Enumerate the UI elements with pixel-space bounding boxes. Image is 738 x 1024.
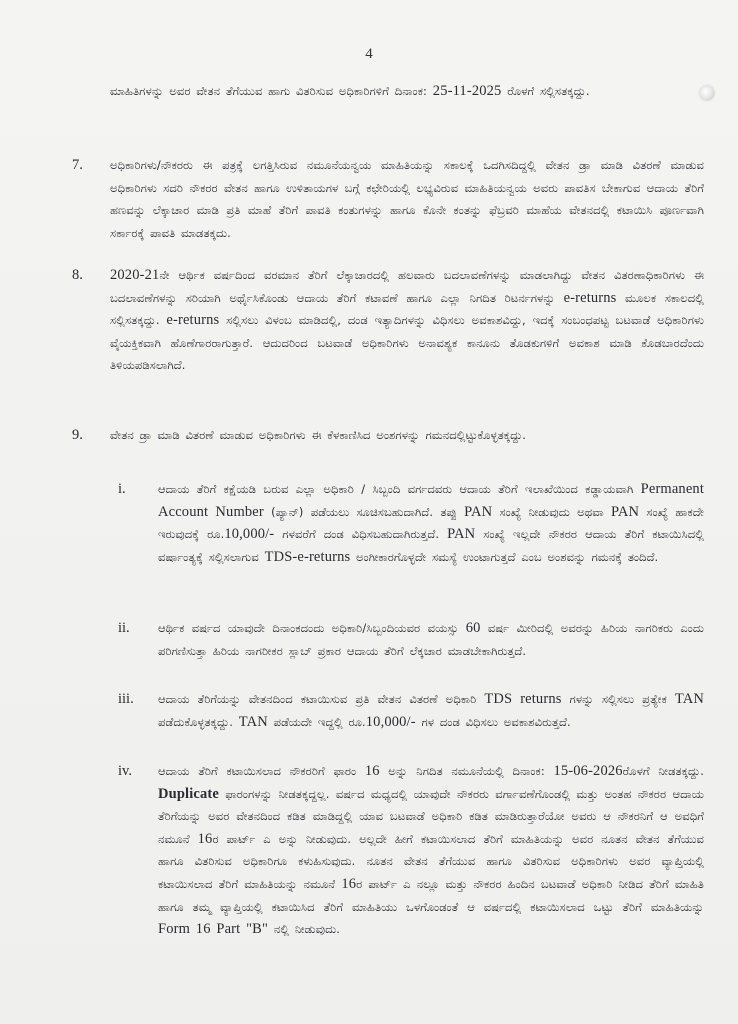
item-8-number: 8.	[72, 267, 83, 283]
subitem-ii-text-a: ಆರ್ಥಿಕ ವರ್ಷದ ಯಾವುದೇ ದಿನಾಂಕದಂದು ಅಧಿಕಾರಿ/ಸಿಬ್ಬಂದಿಯವರ ವಯಸ್ಸು	[158, 621, 466, 635]
subitem-i-pan: PAN	[611, 503, 640, 520]
item-8-year: 2020-21	[110, 267, 160, 283]
subitem-i-paragraph	[158, 478, 704, 568]
subitem-iv-paragraph	[158, 760, 704, 941]
subitem-i-number: i.	[118, 481, 126, 497]
subitem-i-pan-full: Permanent Account Number	[158, 481, 704, 520]
item-9-number: 9.	[72, 427, 83, 443]
subitem-i-text-e: ಗಳವರೆಗೆ ದಂಡ ವಿಧಿಸಬಹುದಾಗಿರುತ್ತದೆ.	[274, 527, 448, 542]
subitem-i-text-a: ಆದಾಯ ತೆರಿಗೆ ಕಕ್ಷೆಯಡಿ ಬರುವ ಎಲ್ಲಾ ಅಧಿಕಾರಿ / ಸಿಬ್ಬಂದಿ ವರ್ಗದವರು ಆದಾಯ ತೆರಿಗೆ ಇಲಾಖೆಯಿಂದ ಕಡ್ಡಾಯವಾಗಿ	[158, 482, 641, 496]
subitem-ii-paragraph	[158, 617, 704, 662]
subitem-iii-text-c: ಪಡೆದುಕೊಳ್ಳತಕ್ಕದ್ದು.	[158, 714, 239, 729]
item-8-e-returns: e-returns	[563, 289, 617, 306]
subitem-iv-text-d: ಫಾರಂಗಳನ್ನು ನೀಡತಕ್ಕದ್ದಲ್ಲ. ವರ್ಷದ ಮಧ್ಯದಲ್ಲಿ ಯಾವುದೇ ನೌಕರರು ವರ್ಗಾವಣೆಗೊಂಡಲ್ಲಿ ಮತ್ತು ಅಂತಹ ನೌಕರರ ಆದಾಯ ತೆರಿಗೆಯನ್ನು ಅವರ ವೇತನದಿಂದ ಕಡಿತ ಮಾಡಿದ್ದಲ್ಲಿ ಯಾವ ಬಟವಾಡೆ ಅಧಿಕಾರಿ ಕಡಿತ ಮಾಡಿರುತ್ತಾರೆಯೋ ಅವರು ಆ ನೌಕರನಿಗೆ ಆ ಅವಧಿಗೆ ನಮೂನೆ	[158, 786, 704, 846]
subitem-i-text-g: ಅಂಗೀಕಾರಗೊಳ್ಳದೇ ಸಮಸ್ಯೆ ಉಂಟಾಗುತ್ತದೆ ಎಂಬ ಅಂಶವನ್ನು ಗಮನಕ್ಕೆ ತಂದಿದೆ.	[350, 549, 659, 564]
subitem-iv-text-c: ರೊಳಗೆ ನೀಡತಕ್ಕದ್ದು.	[622, 764, 704, 778]
subitem-i-text-f: ಸಂಖ್ಯೆ ಇಲ್ಲದೇ ನೌಕರರ ಆದಾಯ ತೆರಿಗೆ ಕಟಾಯಿಸಿದಲ್ಲಿ ವರ್ಷಾಂತ್ಯಕ್ಕೆ ಸಲ್ಲಿಸಲಾಗುವ	[158, 527, 704, 564]
subitem-iv-duplicate: Duplicate	[158, 785, 219, 802]
subitem-iii-tan: TAN	[674, 691, 704, 707]
subitem-iv-number: iv.	[118, 763, 132, 779]
subitem-i-pan: PAN	[447, 526, 476, 543]
subitem-iii-text-b: ಗಳನ್ನು ಸಲ್ಲಿಸಲು ಪ್ರತ್ಯೇಕ	[561, 692, 675, 706]
subitem-iii-text-a: ಆದಾಯ ತೆರಿಗೆಯನ್ನು ವೇತನದಿಂದ ಕಟಾಯಿಸುವ ಪ್ರತಿ ವೇತನ ವಿತರಣೆ ಅಧಿಕಾರಿ	[158, 692, 485, 706]
subitem-i-text-b: (ಪ್ಯಾನ್) ಪಡೆಯಲು ಸೂಚಿಸಬಹುದಾಗಿದೆ. ತಪ್ಪು	[263, 504, 465, 519]
intro-date: 25-11-2025	[432, 83, 502, 99]
intro-paragraph	[110, 80, 704, 103]
subitem-iii-tds: TDS returns	[484, 691, 562, 707]
intro-text-end: ರೊಳಗೆ ಸಲ್ಲಿಸತಕ್ಕದ್ದು.	[501, 84, 590, 98]
subitem-ii-age: 60	[465, 620, 481, 636]
subitem-iii-number: iii.	[118, 691, 134, 707]
subitem-iii-text-e: ಗಳ ದಂಡ ವಿಧಿಸಲು ಅವಕಾಶವಿರುತ್ತದೆ.	[415, 714, 571, 729]
subitem-ii-text-b: ವರ್ಷ ಮೀರಿದಲ್ಲಿ ಅವರನ್ನು ಹಿರಿಯ ನಾಗರಿಕರು ಎಂದು ಪರಿಗಣಿಸುತ್ತಾ ಹಿರಿಯ ನಾಗರೀಕರ ಸ್ಲಾಬ್ ಪ್ರಕಾರ ಆದಾಯ ತೆರಿಗೆ ಲೆಕ್ಕಚಾರ ಮಾಡಬೇಕಾಗಿರುತ್ತದೆ.	[158, 621, 704, 658]
item-7-number: 7.	[72, 157, 83, 173]
item-8-text-a: ನೇ ಆರ್ಥಿಕ ವರ್ಷದಿಂದ ವರಮಾನ ತೆರಿಗೆ ಲೆಕ್ಕಾಚಾರದಲ್ಲಿ ಹಲವಾರು ಬದಲಾವಣೆಗಳನ್ನು ಮಾಡಲಾಗಿದ್ದು ವೇತನ ವಿತರಣಾಧಿಕಾರಿಗಳು ಈ ಬದಲಾವಣೆಗಳನ್ನು ಸರಿಯಾಗಿ ಅರ್ಥೈಸಿಕೊಂಡು ಆದಾಯ ತೆರಿಗೆ ಕಟಾವಣೆ ಹಾಗೂ ಎಲ್ಲಾ ನಿಗದಿತ ರಿಟರ್ನಗಳನ್ನು	[110, 268, 704, 305]
subitem-iv-form-part-b: Form 16 Part "B"	[158, 921, 269, 938]
subitem-iii-paragraph	[158, 688, 704, 733]
item-8-text-c: ಸಲ್ಲಿಸಲು ವಿಳಂಬ ಮಾಡಿದಲ್ಲಿ, ದಂಡ ಇತ್ಯಾದಿಗಳನ್ನು ವಿಧಿಸಲು ಅವಕಾಶವಿದ್ದು, ಇದಕ್ಕೆ ಸಂಬಂಧಪಟ್ಟ ಬಟವಾಡೆ ಅಧಿಕಾರಿಗಳು ವೈಯಕ್ತಿಕವಾಗಿ ಹೊಣೆಗಾರರಾಗುತ್ತಾರೆ. ಆದುದರಿಂದ ಬಟವಾಡೆ ಅಧಿಕಾರಿಗಳು ಅನಾವಶ್ಯಕ ಕಾನೂನು ತೊಡಕುಗಳಿಗೆ ಅವಕಾಶ ಮಾಡಿ ಕೊಡಬಾರದೆಂದು ತಿಳಿಯಪಡಿಸಲಾಗಿದೆ.	[110, 313, 704, 373]
item-8-text-b: ಮೂಲಕ ಸಕಾಲದಲ್ಲಿ ಸಲ್ಲಿಸತಕ್ಕದ್ದು.	[110, 290, 704, 328]
subitem-iii-tan: TAN	[238, 713, 268, 730]
intro-text: ಮಾಹಿತಿಗಳನ್ನು ಅವರ ವೇತನ ತೆಗೆಯುವ ಹಾಗು ವಿತರಿಸುವ ಅಧಿಕಾರಿಗಳಿಗೆ ದಿನಾಂಕ:	[110, 84, 433, 98]
item-9-text: ವೇತನ ಡ್ರಾ ಮಾಡಿ ವಿತರಣೆ ಮಾಡುವ ಅಧಿಕಾರಿಗಳು ಈ ಕೆಳಕಾಣಿಸಿದ ಅಂಶಗಳನ್ನು ಗಮನದಲ್ಲಿಟ್ಟುಕೊಳ್ಳತಕ್ಕದ್ದು.	[110, 428, 527, 442]
subitem-i-pan: PAN	[464, 503, 493, 520]
subitem-iv-text-f: ರ ಪಾರ್ಟ್ ಎ ನಲ್ಲೂ ಮತ್ತು ನೌಕರರ ಹಿಂದಿನ ಬಟವಾಡೆ ಅಧಿಕಾರಿ ನೀಡಿದ ತೆರಿಗೆ ಮಾಹಿತಿ ಹಾಗೂ ತಮ್ಮ ವ್ಯಾಪ್ತಿಯಲ್ಲಿ ಕಟಾಯಿಸಿದ ತೆರಿಗೆ ಮಾಹಿತಿಯು ಒಳಗೊಂಡಂತೆ ಆ ವರ್ಷದಲ್ಲಿ ಕಟಾಯಿಸಲಾದ ಒಟ್ಟು ತೆರಿಗೆ ಮಾಹಿತಿಯನ್ನು	[158, 876, 704, 914]
subitem-iv-form-number: 16	[364, 763, 380, 779]
subitem-iii-amount: 10,000/-	[365, 713, 416, 730]
item-8-e-returns: e-returns	[166, 312, 220, 329]
subitem-iv-form-number: 16	[341, 875, 357, 892]
subitem-ii-number: ii.	[118, 620, 130, 636]
subitem-iv-text-g: ನಲ್ಲಿ ನೀಡುವುದು.	[268, 922, 340, 937]
subitem-iii-text-d: ಪಡೆಯದೇ ಇದ್ದಲ್ಲಿ ರೂ.	[267, 714, 366, 729]
item-7-text: ಅಧಿಕಾರಿಗಳು/ನೌಕರರು ಈ ಪತ್ರಕ್ಕೆ ಲಗತ್ತಿಸಿರುವ ನಮೂನೆಯನ್ವಯ ಮಾಹಿತಿಯನ್ನು ಸಕಾಲಕ್ಕೆ ಒದಗಿಸದಿದ್ದಲ್ಲಿ ವೇತನ ಡ್ರಾ ಮಾಡಿ ವಿತರಣೆ ಮಾಡುವ ಅಧಿಕಾರಿಗಳು ಸದರಿ ನೌಕರರ ವೇತನ ಹಾಗೂ ಉಳಿತಾಯಗಳ ಬಗ್ಗೆ ಕಛೇರಿಯಲ್ಲಿ ಲಭ್ಯವಿರುವ ಮಾಹಿತಿಯನ್ವಯ ಅವರು ಪಾವತಿಸ ಬೇಕಾಗುವ ಆದಾಯ ತೆರಿಗೆ ಹಣವನ್ನು ಲೆಕ್ಕಾಚಾರ ಮಾಡಿ ಪ್ರತಿ ಮಾಹೆ ತೆರಿಗೆ ಪಾವತಿ ಕಂತುಗಳನ್ನು ಹಾಗೂ ಕೊನೇ ಕಂತನ್ನು ಫೆಬ್ರವರಿ ಮಾಹೆಯ ವೇತನದಲ್ಲಿ ಕಟಾಯಿಸಿ ಪೂರ್ಣವಾಗಿ ಸರ್ಕಾರಕ್ಕೆ ಪಾವತಿ ಮಾಡತಕ್ಕದು.	[110, 158, 704, 240]
subitem-iv-date: 15-06-2026	[553, 763, 623, 779]
subitem-i-text-d: ಸಂಖ್ಯೆ ಹಾಕದೇ ಇರುವುದಕ್ಕೆ ರೂ.	[158, 504, 704, 542]
subitem-i-amount: 10,000/-	[224, 526, 275, 543]
subitem-i-tds: TDS-e-returns	[264, 548, 351, 565]
page-number: 4	[365, 46, 373, 62]
subitem-iv-text-a: ಆದಾಯ ತೆರಿಗೆ ಕಟಾಯಿಸಲಾದ ನೌಕರರಿಗೆ ಫಾರಂ	[158, 764, 365, 778]
subitem-iv-text-e: ರ ಪಾರ್ಟ್ ಎ ಅನ್ನು ನೀಡುವುದು. ಅಲ್ಲದೇ ಹೀಗೆ ಕಟಾಯಿಸಲಾದ ತೆರಿಗೆ ಮಾಹಿತಿಯನ್ನು ಅವರ ನೂತನ ವೇತನ ತೆಗೆಯುವ ಹಾಗೂ ವಿತರಿಸುವ ಅಧಿಕಾರಿಗೂ ಕಳುಹಿಸುವುದು. ನೂತನ ವೇತನ ತೆಗೆಯುವ ಹಾಗೂ ವಿತರಿಸುವ ಅಧಿಕಾರಿಗಳು ಅವರ ವ್ಯಾಪ್ತಿಯಲ್ಲಿ ಕಟಾಯಿಸಲಾದ ತೆರಿಗೆ ಮಾಹಿತಿಯನ್ನು ನಮೂನೆ	[158, 831, 704, 891]
subitem-i-text-c: ಸಂಖ್ಯೆ ನೀಡುವುದು ಅಥವಾ	[492, 504, 612, 519]
subitem-iv-form-number: 16	[197, 830, 213, 847]
item-8-paragraph	[110, 264, 704, 377]
subitem-iv-text-b: ಅನ್ನು ನಿಗದಿತ ನಮೂನೆಯಲ್ಲಿ ದಿನಾಂಕ:	[379, 764, 554, 778]
